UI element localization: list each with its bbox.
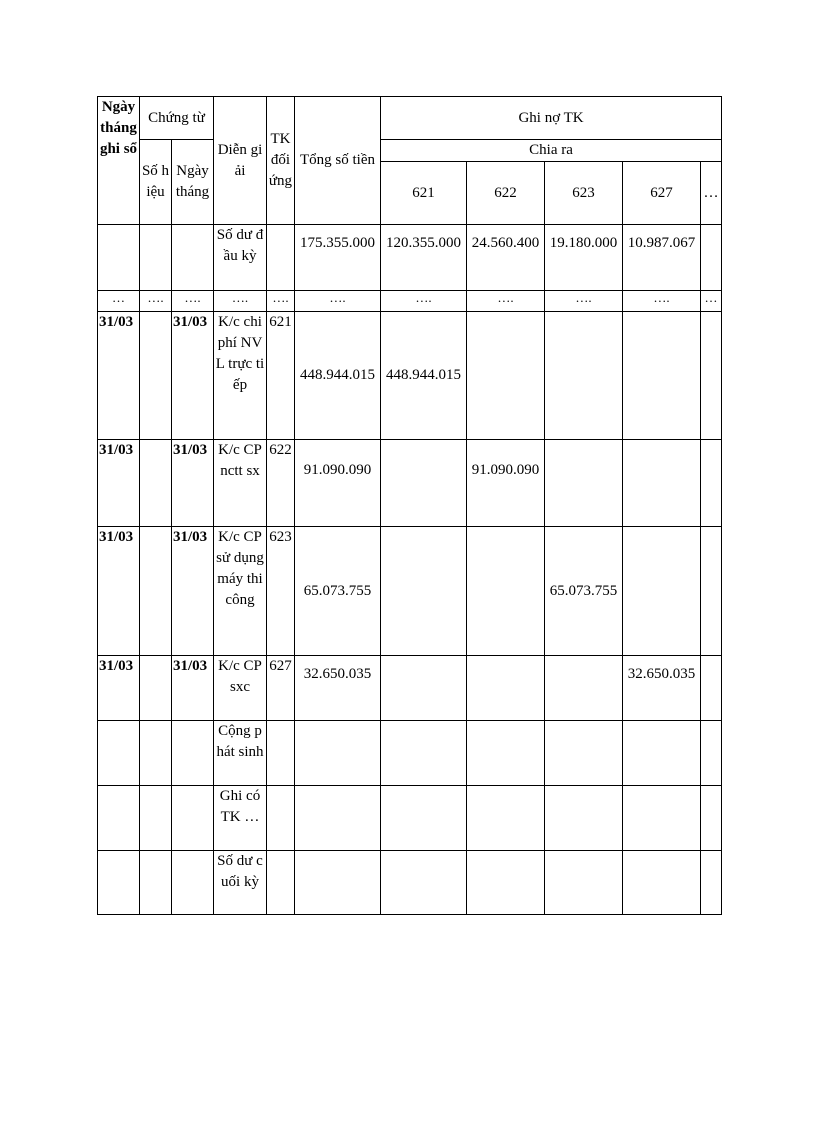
cell-more: [701, 721, 722, 786]
cell-621: [381, 851, 467, 915]
cell-622: [467, 527, 545, 656]
header-account-622: 622: [467, 162, 545, 225]
cell-total: 175.355.000: [295, 225, 381, 291]
cell-account: 627: [267, 656, 295, 721]
table-row: [98, 312, 722, 440]
cell-total: [295, 721, 381, 786]
cell-total: [295, 786, 381, 851]
header-account-623: 623: [545, 162, 623, 225]
cell-description: K/c CP nctt sx: [214, 440, 267, 527]
header-breakdown: Chia ra: [381, 140, 722, 162]
header-total: Tổng số tiền: [295, 97, 381, 225]
cell-more: [701, 527, 722, 656]
cell-voucher-no: [140, 786, 172, 851]
cell-total: ….: [295, 291, 381, 312]
cell-voucher-date: [172, 786, 214, 851]
cell-account: ….: [267, 291, 295, 312]
cell-total: 448.944.015: [295, 312, 381, 440]
cell-date: 31/03: [98, 527, 140, 656]
cell-total: 65.073.755: [295, 527, 381, 656]
header-account-621: 621: [381, 162, 467, 225]
cell-more: [701, 851, 722, 915]
table-row: [98, 291, 722, 312]
cell-description: K/c CP sử dụng máy thi công: [214, 527, 267, 656]
cell-account: 623: [267, 527, 295, 656]
cell-account: 621: [267, 312, 295, 440]
cell-622: 91.090.090: [467, 440, 545, 527]
cell-more: [701, 312, 722, 440]
cell-voucher-date: [172, 851, 214, 915]
table-row: [98, 786, 722, 851]
cell-621: [381, 656, 467, 721]
cell-621: [381, 440, 467, 527]
header-date: Ngày tháng ghi sổ: [98, 97, 140, 225]
cell-more: [701, 786, 722, 851]
cell-voucher-no: [140, 527, 172, 656]
cell-621: [381, 786, 467, 851]
cell-voucher-no: [140, 851, 172, 915]
cell-total: 91.090.090: [295, 440, 381, 527]
cell-623: [545, 312, 623, 440]
cell-voucher-date: 31/03: [172, 312, 214, 440]
cell-627: [623, 851, 701, 915]
cell-622: [467, 656, 545, 721]
cell-623: [545, 656, 623, 721]
cell-description: Số dư đầu kỳ: [214, 225, 267, 291]
cell-date: [98, 786, 140, 851]
cell-627: [623, 721, 701, 786]
cell-623: [545, 786, 623, 851]
cell-description: ….: [214, 291, 267, 312]
cell-more: [701, 225, 722, 291]
cell-623: 19.180.000: [545, 225, 623, 291]
header-account: TK đối ứng: [267, 97, 295, 225]
cell-623: ….: [545, 291, 623, 312]
cell-622: 24.560.400: [467, 225, 545, 291]
cell-621: 120.355.000: [381, 225, 467, 291]
cell-622: ….: [467, 291, 545, 312]
cell-total: [295, 851, 381, 915]
cell-627: [623, 786, 701, 851]
cell-627: 32.650.035: [623, 656, 701, 721]
cell-voucher-no: [140, 440, 172, 527]
cell-date: [98, 851, 140, 915]
cell-description: Cộng phát sinh: [214, 721, 267, 786]
cell-621: [381, 721, 467, 786]
cell-voucher-no: [140, 656, 172, 721]
cell-account: 622: [267, 440, 295, 527]
cell-voucher-date: 31/03: [172, 527, 214, 656]
cell-date: 31/03: [98, 656, 140, 721]
cell-voucher-no: [140, 225, 172, 291]
cell-622: [467, 786, 545, 851]
cell-627: 10.987.067: [623, 225, 701, 291]
cell-description: K/c CP sxc: [214, 656, 267, 721]
cell-627: [623, 440, 701, 527]
cell-description: Số dư cuối kỳ: [214, 851, 267, 915]
header-description: Diễn giải: [214, 97, 267, 225]
cell-description: K/c chi phí NVL trực tiếp: [214, 312, 267, 440]
table-row: [98, 656, 722, 721]
header-account-more: …: [701, 162, 722, 225]
cell-voucher-date: ….: [172, 291, 214, 312]
cell-623: [545, 721, 623, 786]
cell-voucher-date: 31/03: [172, 440, 214, 527]
cell-date: [98, 721, 140, 786]
cell-voucher-no: ….: [140, 291, 172, 312]
cell-more: [701, 440, 722, 527]
cell-621: [381, 527, 467, 656]
cell-627: [623, 527, 701, 656]
cell-account: [267, 225, 295, 291]
cell-account: [267, 786, 295, 851]
cell-total: 32.650.035: [295, 656, 381, 721]
cell-voucher-no: [140, 312, 172, 440]
cell-622: [467, 721, 545, 786]
cell-more: …: [701, 291, 722, 312]
cell-623: [545, 851, 623, 915]
table-row: [98, 527, 722, 656]
cell-voucher-date: [172, 225, 214, 291]
cell-more: [701, 656, 722, 721]
header-debit: Ghi nợ TK: [381, 97, 722, 140]
cell-627: ….: [623, 291, 701, 312]
header-account-627: 627: [623, 162, 701, 225]
header-voucher-no: Số hiệu: [140, 140, 172, 225]
table-row: [98, 851, 722, 915]
cell-description: Ghi có TK …: [214, 786, 267, 851]
cell-622: [467, 851, 545, 915]
cell-623: [545, 440, 623, 527]
cell-date: …: [98, 291, 140, 312]
cell-622: [467, 312, 545, 440]
cell-voucher-date: [172, 721, 214, 786]
cell-date: 31/03: [98, 440, 140, 527]
cell-voucher-no: [140, 721, 172, 786]
cell-date: [98, 225, 140, 291]
cell-627: [623, 312, 701, 440]
cell-account: [267, 851, 295, 915]
header-voucher: Chứng từ: [140, 97, 214, 140]
cell-voucher-date: 31/03: [172, 656, 214, 721]
table-row: [98, 721, 722, 786]
cell-account: [267, 721, 295, 786]
table-row: [98, 440, 722, 527]
cell-date: 31/03: [98, 312, 140, 440]
cell-621: ….: [381, 291, 467, 312]
cell-623: 65.073.755: [545, 527, 623, 656]
table-row: [98, 225, 722, 291]
cell-621: 448.944.015: [381, 312, 467, 440]
ledger-table: [97, 96, 722, 915]
header-voucher-date: Ngày tháng: [172, 140, 214, 225]
